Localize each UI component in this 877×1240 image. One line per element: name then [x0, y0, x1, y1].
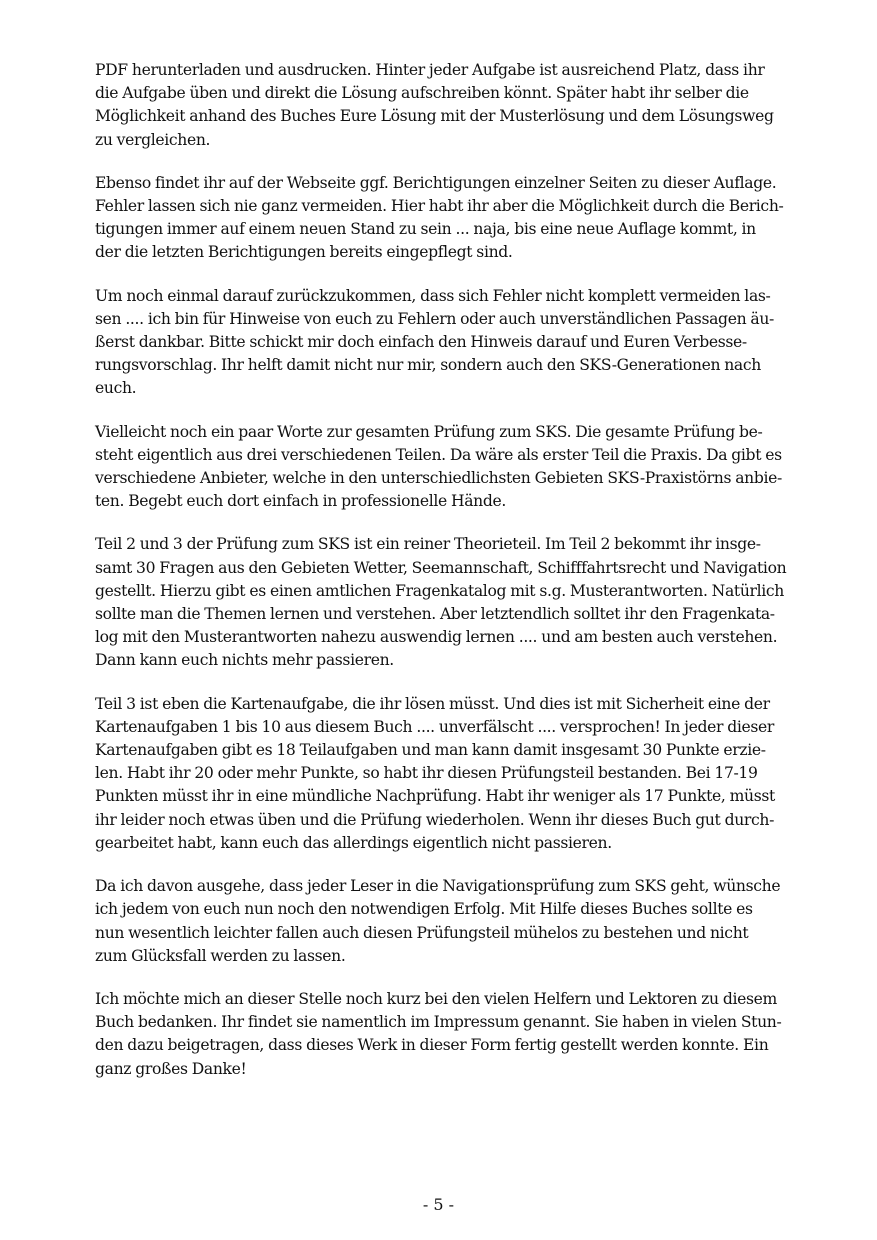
text-line: ganz großes Danke! — [95, 1059, 247, 1078]
text-line: ihr leider noch etwas üben und die Prüfung wiederholen. Wenn ihr dieses Buch gut durch- — [95, 810, 774, 829]
text-line: Um noch einmal darauf zurückzukommen, dass sich Fehler nicht komplett vermeiden las- — [95, 286, 771, 305]
text-line: den dazu beigetragen, dass dieses Werk in dieser Form fertig gestellt werden konnte. Ein — [95, 1036, 769, 1055]
text-line: ich jedem von euch nun noch den notwendigen Erfolg. Mit Hilfe dieses Buches sollte es — [95, 900, 753, 919]
text-line: Kartenaufgaben gibt es 18 Teilaufgaben und man kann damit insgesamt 30 Punkte erzie- — [95, 741, 766, 760]
text-line: Buch bedanken. Ihr findet sie namentlich im Impressum genannt. Sie haben in vielen Stun- — [95, 1013, 782, 1032]
text-line: Teil 3 ist eben die Kartenaufgabe, die ihr lösen müsst. Und dies ist mit Sicherheit eine der — [95, 694, 770, 713]
text-line: Ich möchte mich an dieser Stelle noch kurz bei den vielen Helfern und Lektoren zu diesem — [95, 989, 777, 1008]
text-line: rungsvorschlag. Ihr helft damit nicht nur mir, sondern auch den SKS-Generationen nach — [95, 356, 761, 375]
text-line: die Aufgabe üben und direkt die Lösung aufschreiben könnt. Später habt ihr selber die — [95, 84, 749, 103]
text-line: Vielleicht noch ein paar Worte zur gesamten Prüfung zum SKS. Die gesamte Prüfung be- — [95, 422, 763, 441]
text-line: Möglichkeit anhand des Buches Eure Lösung mit der Musterlösung und dem Lösungsweg — [95, 107, 774, 126]
text-line: ßerst dankbar. Bitte schickt mir doch einfach den Hinweis darauf und Euren Verbesse- — [95, 333, 747, 352]
text-line: log mit den Musterantworten nahezu auswendig lernen .... und am besten auch verstehen. — [95, 628, 778, 647]
text-line: euch. — [95, 379, 137, 398]
text-line: Teil 2 und 3 der Prüfung zum SKS ist ein reiner Theorieteil. Im Teil 2 bekommt ihr insge- — [95, 535, 761, 554]
text-line: Da ich davon ausgehe, dass jeder Leser in die Navigationsprüfung zum SKS geht, wünsche — [95, 877, 781, 896]
paragraph-corrections — [95, 172, 855, 265]
text-line: zum Glücksfall werden zu lassen. — [95, 946, 346, 965]
paragraph-chart-task — [95, 693, 855, 855]
text-line: Punkten müsst ihr in eine mündliche Nachprüfung. Habt ihr weniger als 17 Punkte, müsst — [95, 787, 775, 806]
paragraph-feedback — [95, 285, 855, 401]
text-line: len. Habt ihr 20 oder mehr Punkte, so habt ihr diesen Prüfungsteil bestanden. Bei 17-19 — [95, 764, 758, 783]
text-line: sen .... ich bin für Hinweise von euch zu Fehlern oder auch unverständlichen Passagen äu- — [95, 309, 774, 328]
text-line: Dann kann euch nichts mehr passieren. — [95, 651, 394, 670]
page-body — [95, 59, 855, 1101]
page-number: - 5 - — [422, 1195, 455, 1214]
text-line: verschiedene Anbieter, welche in den unterschiedlichsten Gebieten SKS-Praxistörns anbie- — [95, 469, 782, 488]
text-line: gearbeitet habt, kann euch das allerdings eigentlich nicht passieren. — [95, 833, 612, 852]
text-line: gestellt. Hierzu gibt es einen amtlichen Fragenkatalog mit s.g. Musterantworten. Natürlich — [95, 581, 784, 600]
text-line: steht eigentlich aus drei verschiedenen Teilen. Da wäre als erster Teil die Praxis. Da gibt es — [95, 445, 782, 464]
paragraph-pdf-download — [95, 59, 855, 152]
text-line: Fehler lassen sich nie ganz vermeiden. Hier habt ihr aber die Möglichkeit durch die Berich- — [95, 197, 784, 216]
text-line: Kartenaufgaben 1 bis 10 aus diesem Buch .... unverfälscht .... versprochen! In jeder dieser — [95, 717, 775, 736]
text-line: sollte man die Themen lernen und verstehen. Aber letztendlich solltet ihr den Fragenkata- — [95, 605, 775, 624]
text-line: zu vergleichen. — [95, 130, 211, 149]
text-line: PDF herunterladen und ausdrucken. Hinter jeder Aufgabe ist ausreichend Platz, dass ihr — [95, 61, 765, 79]
paragraph-good-luck — [95, 875, 855, 968]
paragraph-thanks — [95, 988, 855, 1081]
paragraph-exam-overview — [95, 421, 855, 514]
text-line: tigungen immer auf einem neuen Stand zu sein ... naja, bis eine neue Auflage kommt, in — [95, 220, 756, 239]
text-line: samt 30 Fragen aus den Gebieten Wetter, Seemannschaft, Schifffahrtsrecht und Navigation — [95, 558, 787, 577]
text-line: nun wesentlich leichter fallen auch diesen Prüfungsteil mühelos zu bestehen und nicht — [95, 923, 749, 942]
text-line: ten. Begebt euch dort einfach in professionelle Hände. — [95, 492, 506, 511]
text-line: der die letzten Berichtigungen bereits eingepflegt sind. — [95, 243, 513, 262]
text-line: Ebenso findet ihr auf der Webseite ggf. Berichtigungen einzelner Seiten zu dieser Auflage. — [95, 173, 777, 192]
paragraph-theory-part — [95, 533, 855, 672]
